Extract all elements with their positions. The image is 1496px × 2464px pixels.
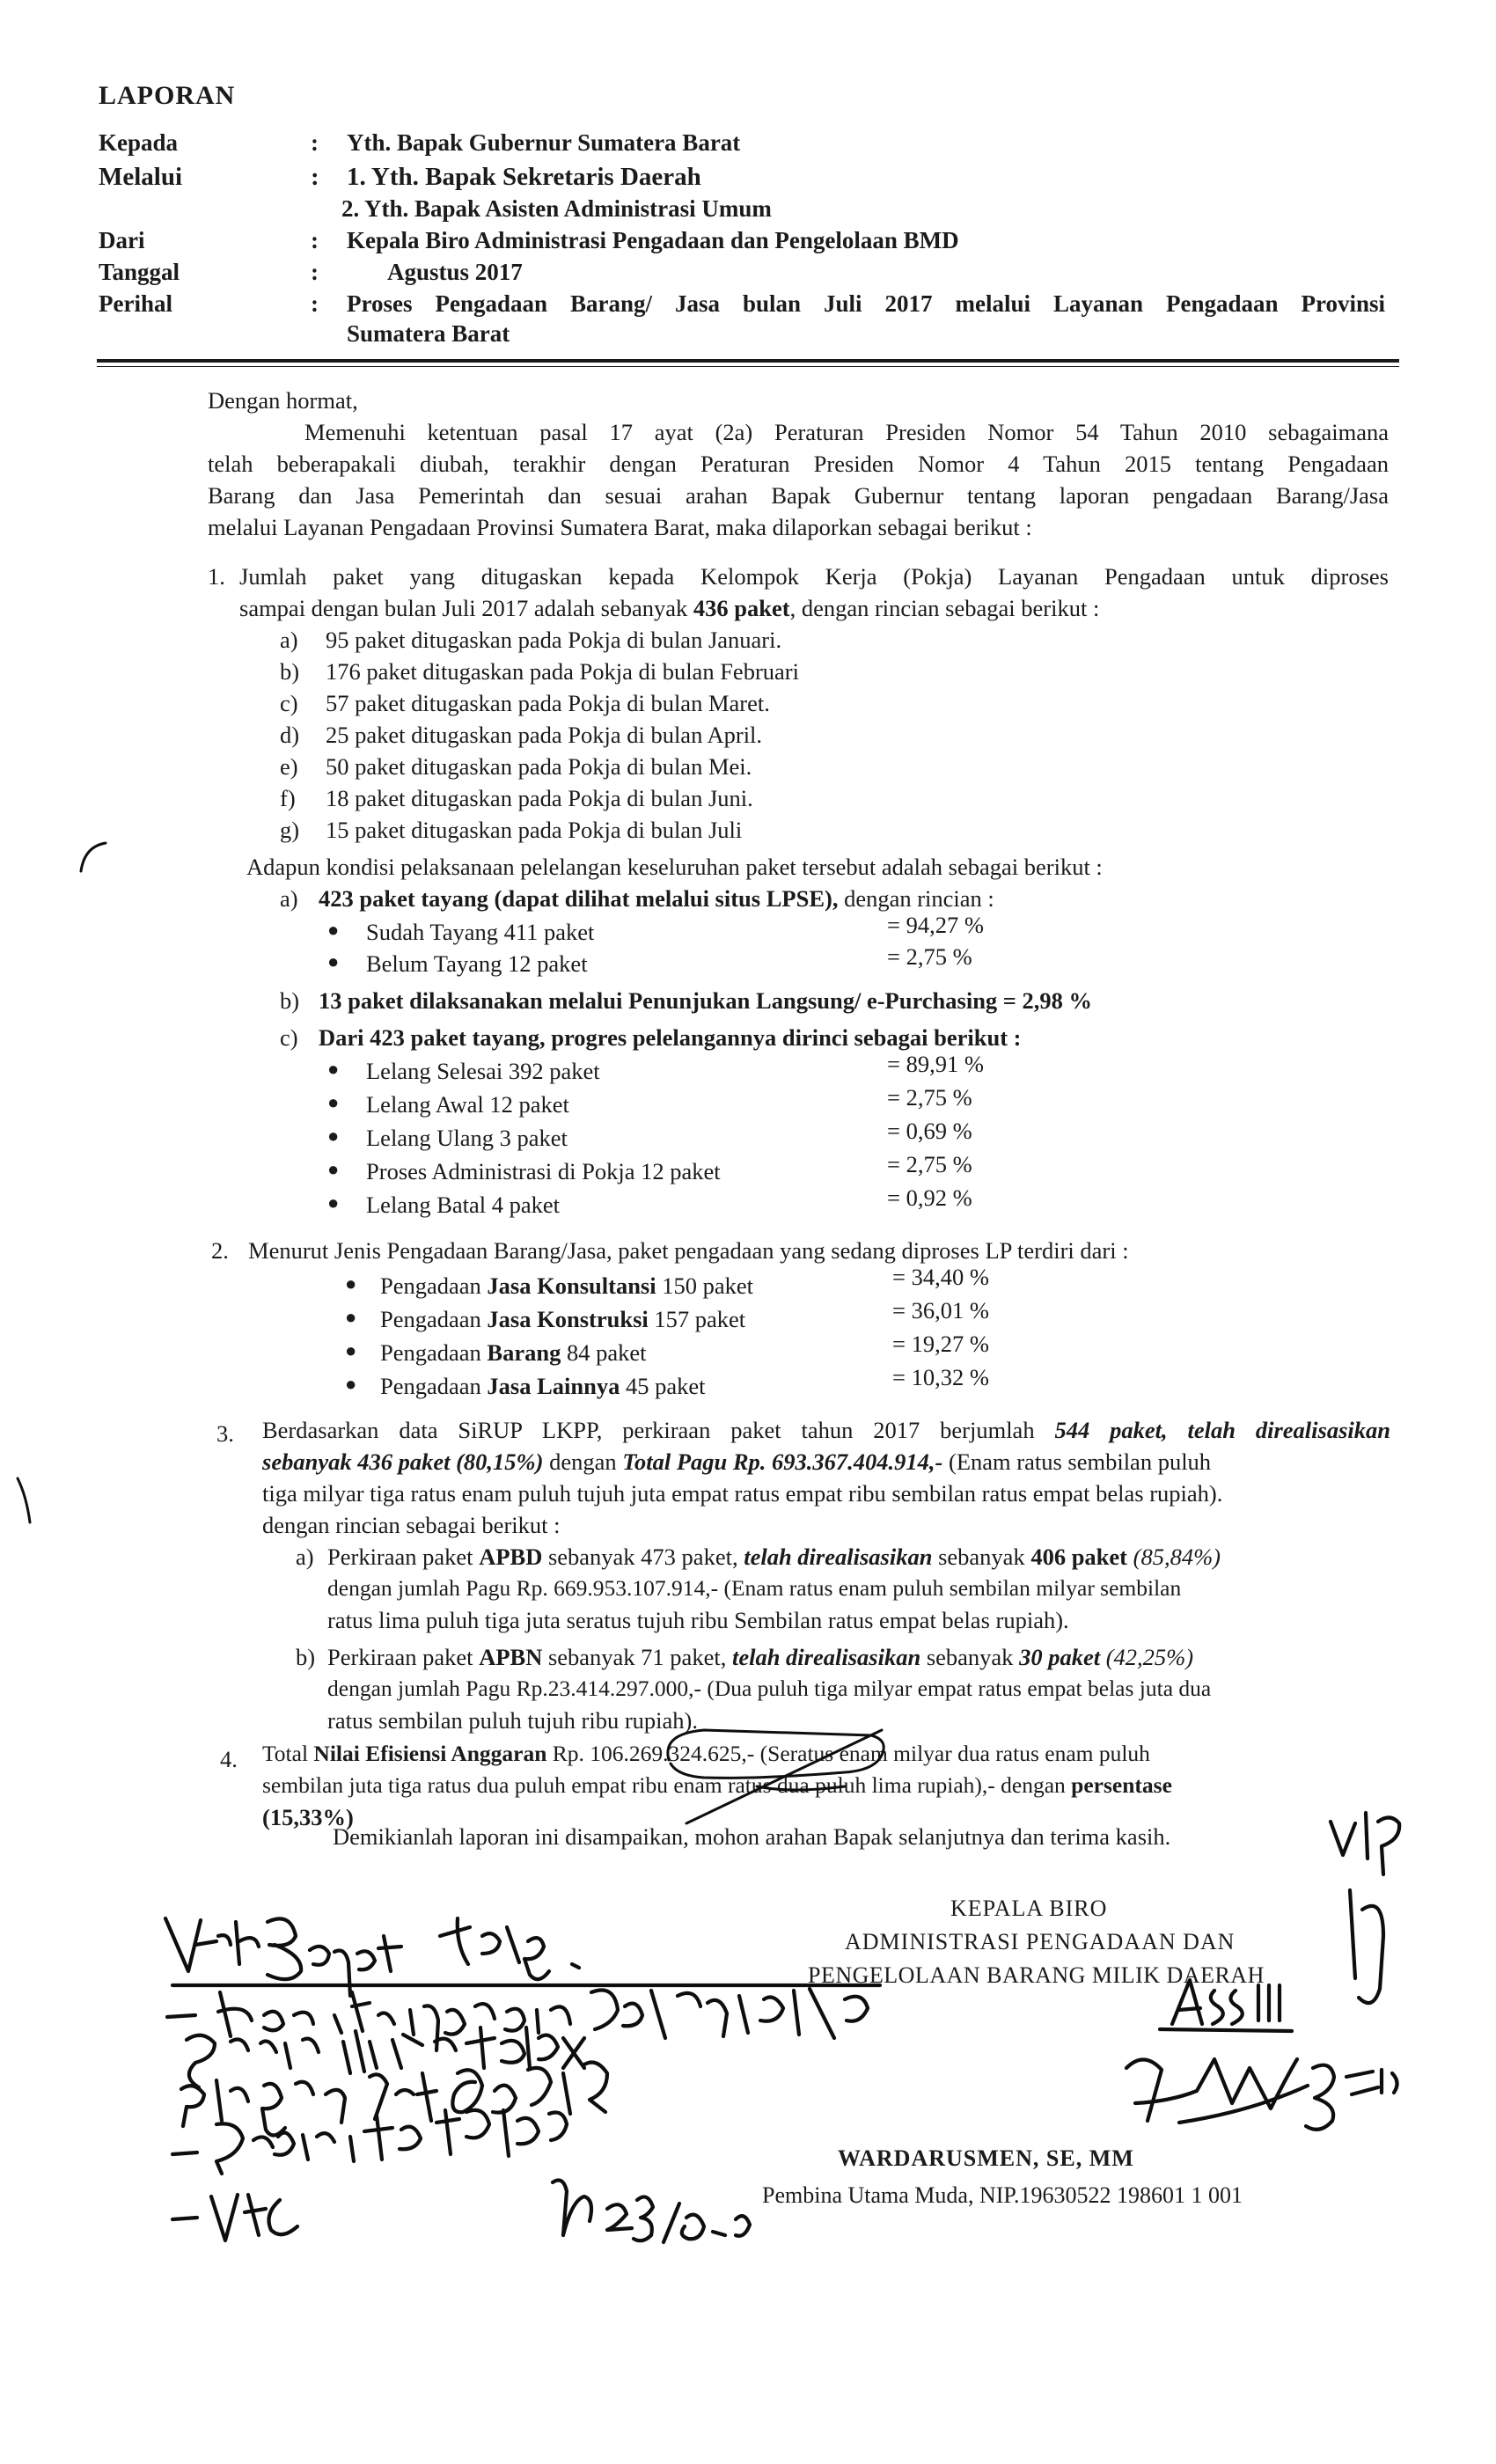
section-1-number: 1. (208, 563, 225, 590)
section-3-line-4: dengan rincian sebagai berikut : (262, 1512, 561, 1538)
percentage-value: = 34,40 % (892, 1264, 989, 1290)
section-4-line-3: (15,33%) (262, 1804, 354, 1830)
month-item: e) 50 paket ditugaskan pada Pokja di bulan Mei. (280, 753, 752, 780)
apbn-marker: b) (296, 1644, 316, 1670)
percentage-value: = 10,32 % (892, 1364, 989, 1390)
intro-line-3: Barang dan Jasa Pemerintah dan sesuai arahan Bapak Gubernur tentang laporan pengadaan Barang/Jasa (208, 482, 1389, 509)
section-2-text: Menurut Jenis Pengadaan Barang/Jasa, paket pengadaan yang sedang diproses LP terdiri dari : (248, 1237, 1129, 1264)
percentage-value: = 2,75 % (887, 1084, 972, 1111)
month-item: d) 25 paket ditugaskan pada Pokja di bulan April. (280, 722, 763, 748)
disposition-line-6 (172, 2195, 297, 2240)
margin-mark (18, 1478, 30, 1522)
header-perihal-line2: Sumatera Barat (347, 320, 510, 347)
section-2-number: 2. (211, 1237, 229, 1264)
document-page: LAPORAN Kepada : Yth. Bapak Gubernur Sumatera Barat Melalui : 1. Yth. Bapak Sekretaris Daerah 2. Yth. Bapak Asisten Administrasi Umum Dari : Kepala Biro Administrasi Pengadaan dan Pengelolaan BMD Tanggal : Agustus 2017 Perihal : Proses Pengadaan Barang/ Jasa bulan Juli 2017 melalui Layanan Pengadaan Provinsi Sumatera Barat Dengan hormat, Memenuhi ketentuan pasal 17 ayat (2a) Peraturan Presiden Nomor 54 Tahun 2010 sebagaimana telah beberapakali diubah, terakhir dengan Peraturan Presiden Nomor 4 Tahun 2015 tentang Pengadaan Barang dan Jasa Pemerintah dan sesuai arahan Bapak Gubernur tentang laporan pengadaan Barang/Jasa melalui Layanan Pengadaan Provinsi Sumatera Barat, maka dilaporkan sebagai berikut : 1. Jumlah paket yang ditugaskan kepada Kelompok Kerja (Pokja) Layanan Pengadaan untuk diproses sampai dengan bulan Juli 2017 adalah sebanyak 436 paket, dengan rincian sebagai berikut : a) 95 paket ditugaskan pada Pokja di bulan Januari. b) 176 paket ditugaskan pada Pokja di bulan Februari c) 57 paket ditugaskan pada Pokja di bulan Maret. d) 25 paket ditugaskan pada Pokja di bulan April. e) 50 paket ditugaskan pada Pokja di bulan Mei. f) 18 paket ditugaskan pada Pokja di bulan Juni. g) 15 paket ditugaskan pada Pokja di bulan Juli Adapun kondisi pelaksanaan pelelangan keseluruhan paket tersebut adalah sebagai berikut : a) 423 paket tayang (dapat dilihat melalui situs LPSE), dengan rincian : ● Sudah Tayang 411 paket = 94,27 % ● Belum Tayang 12 paket = 2,75 % b) 13 paket dilaksanakan melalui Penunjukan Langsung/ e-Purchasing = 2,98 % c) Dari 423 paket tayang, progres pelelangannya dirinci sebagai berikut : ● Lelang Selesai 392 paket = 89,91 % ● Lelang Awal 12 paket = 2,75 % ● Lelang Ulang 3 paket = 0,69 % ● Proses Administrasi di Pokja 12 paket = 2,75 % ● Lelang Batal 4 paket = 0,92 % 2. Menurut Jenis Pengadaan Barang/Jasa, paket pengadaan yang sedang diproses LP terdiri dari : ● Pengadaan Jasa Konsultansi 150 paket = 34,40 % ● Pengadaan Jasa Konstruksi 157 paket = 36,01 % ● Pengadaan Barang 84 paket = 19,27 % ● Pengadaan Jasa Lainnya 45 paket = 10,32 % 3. Berdasarkan data SiRUP LKPP, perkiraan paket tahun 2017 berjumlah 544 paket, telah direalisasikan sebanyak 436 paket (80,15%) dengan Total Pagu Rp. 693.367.404.914,- (Enam ratus sembilan puluh tiga milyar tiga ratus enam puluh tujuh juta empat ratus empat ribu sembilan ratus empat belas rupiah). dengan rincian sebagai berikut : a) Perkiraan paket APBD sebanyak 473 paket, telah direalisasikan sebanyak 406 paket (85,84%) dengan jumlah Pagu Rp. 669.953.107.914,- (Enam ratus enam puluh sembilan milyar sembilan ratus lima puluh tiga juta seratus tujuh ribu Sembilan ratus empat belas rupiah). b) Perkiraan paket APBN sebanyak 71 paket, telah direalisasikan sebanyak 30 paket (42,25%) dengan jumlah Pagu Rp.23.414.297.000,- (Dua puluh tiga milyar empat ratus empat belas juta dua ratus sembilan puluh tujuh ribu rupiah). 4. Total Nilai Efisiensi Anggaran Rp. 106.269.324.625,- (Seratus enam milyar dua ratus enam puluh sembilan juta tiga ratus dua puluh empat ribu enam ratus dua puluh lima rupiah),- dengan persentase (15,33%) Demikianlah laporan ini disampaikan, mohon arahan Bapak selanjutnya dan terima kasih. KEPALA BIRO ADMINISTRASI PENGADAAN DAN PENGELOLAAN BARANG MILIK DAERAH WARDARUSMEN, SE, MM Pembina Utama Muda, NIP.19630522 198601 1 001 (0, 0, 1496, 2464)
kondisi-intro: Adapun kondisi pelaksanaan pelelangan keseluruhan paket tersebut adalah sebagai berikut : (246, 854, 1103, 880)
initials-mark-2 (1350, 1890, 1383, 2003)
document-title: LAPORAN (99, 81, 236, 110)
section-3-number: 3. (216, 1420, 234, 1447)
margin-arc-mark (81, 843, 106, 871)
apbn-line-2: dengan jumlah Pagu Rp.23.414.297.000,- (Dua puluh tiga milyar empat ratus empat belas juta dua (327, 1676, 1212, 1701)
initials-mark (1331, 1813, 1399, 1874)
signer-rank-nip: Pembina Utama Muda, NIP.19630522 198601 1 001 (762, 2182, 1243, 2208)
apbn-line-1: Perkiraan paket APBN sebanyak 71 paket, telah direalisasikan sebanyak 30 paket (42,25%) (327, 1644, 1194, 1670)
section-1-line-1: Jumlah paket yang ditugaskan kepada Kelompok Kerja (Pokja) Layanan Pengadaan untuk diproses (239, 563, 1389, 590)
amount-circle-mark (668, 1730, 884, 1778)
intro-line-2: telah beberapakali diubah, terakhir dengan Peraturan Presiden Nomor 4 Tahun 2015 tentang Pengadaan (208, 451, 1389, 477)
kondisi-a: a) 423 paket tayang (dapat dilihat melalui situs LPSE), dengan rincian : (280, 885, 994, 912)
section-4-number: 4. (220, 1746, 238, 1772)
signer-title-2: ADMINISTRASI PENGADAAN DAN (845, 1929, 1236, 1954)
apbd-line-1: Perkiraan paket APBD sebanyak 473 paket, telah direalisasikan sebanyak 406 paket (85,84%) (327, 1544, 1221, 1570)
salutation: Dengan hormat, (208, 387, 358, 414)
kondisi-b: b) 13 paket dilaksanakan melalui Penunjukan Langsung/ e-Purchasing = 2,98 % (280, 987, 1093, 1014)
underline-mark (757, 1786, 845, 1790)
percentage-value: = 36,01 % (892, 1297, 989, 1324)
section-3-line-1: Berdasarkan data SiRUP LKPP, perkiraan paket tahun 2017 berjumlah 544 paket, telah direalisasikan (262, 1417, 1390, 1443)
intro-line-1: Memenuhi ketentuan pasal 17 ayat (2a) Peraturan Presiden Nomor 54 Tahun 2010 sebagaimana (304, 419, 1389, 445)
percentage-value: = 0,92 % (887, 1184, 972, 1211)
apbd-line-2: dengan jumlah Pagu Rp. 669.953.107.914,- (Enam ratus enam puluh sembilan milyar sembilan (327, 1575, 1182, 1601)
intro-line-4: melalui Layanan Pengadaan Provinsi Sumatera Barat, maka dilaporkan sebagai berikut : (208, 514, 1032, 540)
percentage-value: = 89,91 % (887, 1051, 984, 1077)
month-item: c) 57 paket ditugaskan pada Pokja di bulan Maret. (280, 690, 770, 716)
percentage-value: = 2,75 % (887, 1151, 972, 1177)
month-item: g) 15 paket ditugaskan pada Pokja di bulan Juli (280, 817, 743, 843)
percentage-value: = 2,75 % (887, 943, 972, 970)
apbd-line-3: ratus lima puluh tiga juta seratus tujuh ribu Sembilan ratus empat belas rupiah). (327, 1607, 1069, 1633)
closing-text: Demikianlah laporan ini disampaikan, mohon arahan Bapak selanjutnya dan terima kasih. (333, 1823, 1171, 1850)
signer-name: WARDARUSMEN, SE, MM (838, 2145, 1134, 2171)
section-3-line-3: tiga milyar tiga ratus enam puluh tujuh juta empat ratus empat ribu sembilan ratus empat belas rupiah). (262, 1480, 1223, 1507)
section-3-line-2: sebanyak 436 paket (80,15%) dengan Total Pagu Rp. 693.367.404.914,- (Enam ratus sembilan puluh (262, 1448, 1212, 1475)
date-initials (1306, 2065, 1397, 2130)
kondisi-c: c) Dari 423 paket tayang, progres pelelangannya dirinci sebagai berikut : (280, 1024, 1022, 1051)
percentage-value: = 19,27 % (892, 1331, 989, 1357)
percentage-value: = 0,69 % (887, 1118, 972, 1144)
main-signature (1126, 2059, 1308, 2123)
section-1-line-2: sampai dengan bulan Juli 2017 adalah sebanyak 436 paket, dengan rincian sebagai berikut : (239, 595, 1100, 621)
apbn-line-3: ratus sembilan puluh tujuh ribu rupiah). (327, 1707, 698, 1734)
disposition-line-5 (172, 2110, 567, 2174)
signer-title-1: KEPALA BIRO (950, 1896, 1108, 1921)
signer-title-3: PENGELOLAAN BARANG MILIK DAERAH (808, 1962, 1265, 1988)
apbd-marker: a) (296, 1544, 314, 1570)
percentage-value: = 94,27 % (887, 912, 984, 938)
section-4-line-1: Total Nilai Efisiensi Anggaran Rp. 106.269.324.625,- (Seratus enam milyar dua ratus enam puluh (262, 1741, 1150, 1766)
disposition-date (553, 2181, 750, 2242)
month-item: a) 95 paket ditugaskan pada Pokja di bulan Januari. (280, 627, 782, 653)
disposition-line-4 (181, 2063, 607, 2136)
ass-iii-initials (1160, 1980, 1292, 2031)
month-item: f) 18 paket ditugaskan pada Pokja di bulan Juni. (280, 785, 753, 811)
month-item: b) 176 paket ditugaskan pada Pokja di bulan Februari (280, 658, 799, 685)
section-4-line-2: sembilan juta tiga ratus dua puluh empat ribu enam ratus dua puluh lima rupiah),- dengan persentase (262, 1772, 1172, 1798)
